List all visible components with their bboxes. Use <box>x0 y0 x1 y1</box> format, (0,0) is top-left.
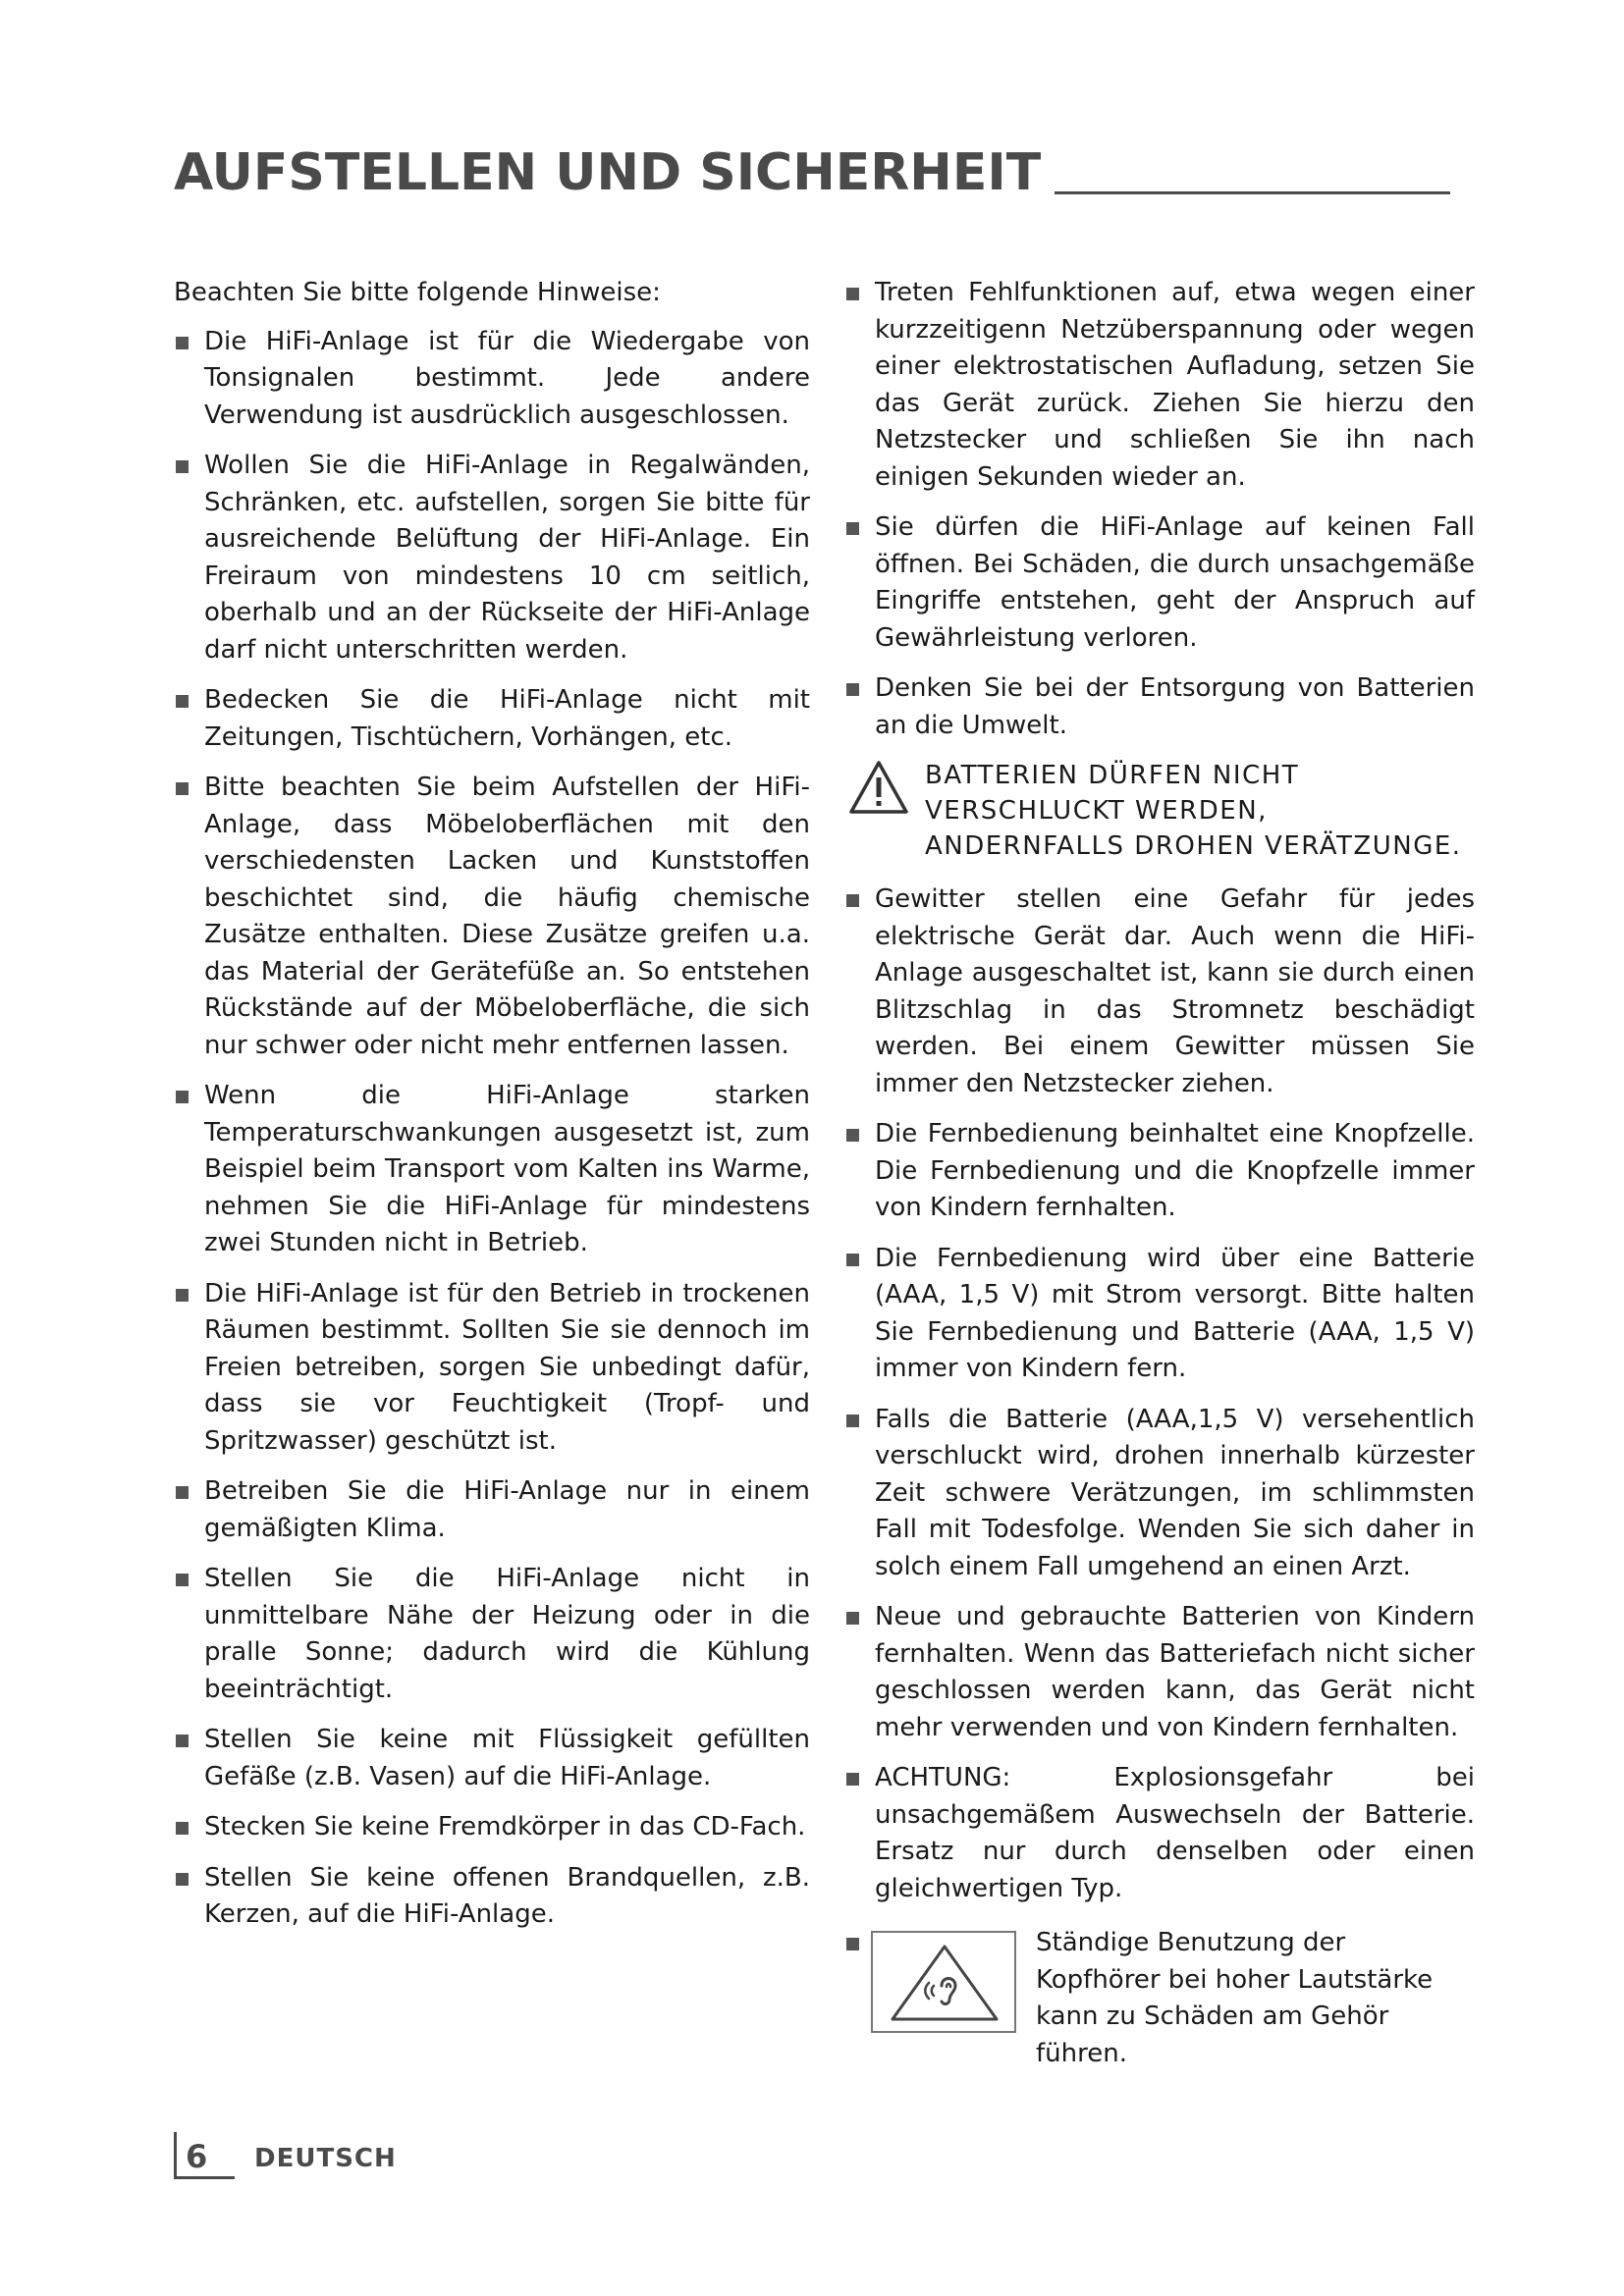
list-item <box>844 275 1475 496</box>
battery-warning <box>844 758 1475 864</box>
battery-warning-text: BATTERIEN DÜRFEN NICHT VERSCHLUCKT WERDEN, ANDERNFALLS DROHEN VERÄTZUNGE. <box>925 761 1462 861</box>
list-item-text: Stellen Sie die HiFi-Anlage nicht in unmittelbare Nähe der Heizung oder in die pralle Sonne; dadurch wird die Kühlung beeinträchtigt. <box>204 1564 810 1704</box>
footer-language: DEUTSCH <box>254 2144 397 2173</box>
square-bullet-icon <box>846 894 859 907</box>
square-bullet-icon <box>846 1415 859 1427</box>
square-bullet-icon <box>846 288 859 300</box>
square-bullet-icon <box>176 782 189 795</box>
list-item-text: Stellen Sie keine offenen Brandquellen, z.B. Kerzen, auf die HiFi-Anlage. <box>204 1862 810 1929</box>
square-bullet-icon <box>176 1873 189 1886</box>
list-item <box>844 670 1475 744</box>
footer-rule-vertical <box>174 2132 177 2179</box>
left-column <box>174 275 810 1948</box>
right-column <box>844 275 1475 2072</box>
square-bullet-icon <box>176 1289 189 1302</box>
list-item <box>174 682 810 756</box>
page-title: AUFSTELLEN UND SICHERHEIT <box>174 143 1042 202</box>
list-item-text: Neue und gebrauchte Batterien von Kindern fernhalten. Wenn das Batteriefach nicht sicher geschlossen werden kann, das Gerät nicht mehr verwenden und von Kindern fernhalten. <box>875 1602 1475 1742</box>
list-item <box>174 1078 810 1262</box>
list-item-text: Treten Fehlfunktionen auf, etwa wegen einer kurzzeitigenn Netzüberspannung oder wegen einer elektrostatischen Aufladung, setzen Sie das Gerät zurück. Ziehen Sie hierzu den Netzstecker und schließen Sie ihn nach einigen Sekunden wieder an. <box>875 278 1475 492</box>
list-item <box>844 1116 1475 1227</box>
list-item-text: Stellen Sie keine mit Flüssigkeit gefüllten Gefäße (z.B. Vasen) auf die HiFi-Anlage. <box>204 1725 810 1791</box>
list-item-text: Bitte beachten Sie beim Aufstellen der HiFi-Anlage, dass Möbeloberflächen mit den verschiedensten Lacken und Kunststoffen beschichtet sind, die häufig chemische Zusätze enthalten. Diese Zusätze greifen u.a. das Material der Gerätefüße an. So entstehen Rückstände auf der Möbeloberfläche, die sich nur schwer oder nicht mehr entfernen lassen. <box>204 773 810 1060</box>
list-item <box>844 1241 1475 1388</box>
square-bullet-icon <box>846 1129 859 1142</box>
hearing-warning-text: Ständige Benutzung der Kopfhörer bei hoher Lautstärke kann zu Schäden am Gehör führen. <box>1036 1928 1434 2068</box>
square-bullet-icon <box>176 1735 189 1747</box>
list-item <box>174 1860 810 1934</box>
list-item-text: Die Fernbedienung beinhaltet eine Knopfzelle. Die Fernbedienung und die Knopfzelle immer von Kindern fernhalten. <box>875 1119 1475 1222</box>
square-bullet-icon <box>176 695 189 708</box>
list-item-text: Die HiFi-Anlage ist für den Betrieb in trockenen Räumen bestimmt. Sollten Sie sie dennoch im Freien betreiben, sorgen Sie unbedingt dafür, dass sie vor Feuchtigkeit (Tropf- und Spritzwasser) geschützt ist. <box>204 1278 810 1456</box>
list-item-text: Betreiben Sie die HiFi-Anlage nur in einem gemäßigten Klima. <box>204 1476 810 1543</box>
square-bullet-icon <box>846 683 859 696</box>
list-item-text: Bedecken Sie die HiFi-Anlage nicht mit Zeitungen, Tischtüchern, Vorhängen, etc. <box>204 685 810 752</box>
list-item-text: ACHTUNG: Explosionsgefahr bei unsachgemäßem Auswechseln der Batterie. Ersatz nur durch denselben oder einen gleichwertigen Typ. <box>875 1763 1475 1903</box>
square-bullet-icon <box>846 1612 859 1625</box>
list-item <box>174 1809 810 1846</box>
square-bullet-icon <box>846 1773 859 1786</box>
hearing-protection-icon <box>887 1943 1002 2023</box>
intro-text: Beachten Sie bitte folgende Hinweise: <box>174 278 661 307</box>
square-bullet-icon <box>176 337 189 349</box>
square-bullet-icon <box>176 1486 189 1499</box>
header <box>174 143 1450 202</box>
square-bullet-icon <box>846 1938 859 1950</box>
hearing-warning-symbol <box>871 1931 1016 2033</box>
square-bullet-icon <box>176 1091 189 1103</box>
square-bullet-icon <box>846 522 859 535</box>
list-item-text: Wollen Sie die HiFi-Anlage in Regalwänden, Schränken, etc. aufstellen, sorgen Sie bitte für ausreichende Belüftung der HiFi-Anlage. Ein Freiraum von mindestens 10 cm seitlich, oberhalb und an der Rückseite der HiFi-Anlage darf nicht unterschritten werden. <box>204 451 810 665</box>
list-item <box>174 1276 810 1461</box>
list-item <box>174 1561 810 1708</box>
list-item-text: Stecken Sie keine Fremdkörper in das CD-Fach. <box>204 1812 806 1842</box>
square-bullet-icon <box>176 1574 189 1586</box>
footer-rule-horizontal <box>174 2176 235 2179</box>
list-item <box>174 448 810 668</box>
page-number: 6 <box>186 2138 208 2175</box>
square-bullet-icon <box>846 1254 859 1266</box>
list-item <box>174 1722 810 1795</box>
list-item-text: Sie dürfen die HiFi-Anlage auf keinen Fall öffnen. Bei Schäden, die durch unsachgemäße Eingriffe entstehen, geht der Anspruch auf Gewährleistung verloren. <box>875 512 1475 653</box>
list-item <box>844 1402 1475 1586</box>
page-footer <box>174 2132 567 2179</box>
list-item <box>844 1599 1475 1746</box>
list-item-text: Gewitter stellen eine Gefahr für jedes elektrische Gerät dar. Auch wenn die HiFi-Anlage ausgeschaltet ist, kann sie durch einen Blitzschlag in das Stromnetz beschädigt werden. Bei einem Gewitter müssen Sie immer den Netzstecker ziehen. <box>875 884 1475 1098</box>
hearing-warning <box>844 1925 1475 2072</box>
list-item-text: Falls die Batterie (AAA,1,5 V) versehentlich verschluckt wird, drohen innerhalb kürzester Zeit schwere Verätzungen, im schlimmsten Fall mit Todesfolge. Wenden Sie sich daher in solch einem Fall umgehend an einen Arzt. <box>875 1404 1475 1581</box>
list-item <box>174 324 810 435</box>
square-bullet-icon <box>176 1822 189 1835</box>
list-item <box>844 1760 1475 1907</box>
list-item <box>174 1473 810 1547</box>
warning-triangle-icon <box>848 760 909 815</box>
list-item-text: Wenn die HiFi-Anlage starken Temperaturschwankungen ausgesetzt ist, zum Beispiel beim Transport vom Kalten ins Warme, nehmen Sie die HiFi-Anlage für mindestens zwei Stunden nicht in Betrieb. <box>204 1081 810 1257</box>
title-rule <box>1055 191 1450 194</box>
list-item-text: Die HiFi-Anlage ist für die Wiedergabe von Tonsignalen bestimmt. Jede andere Verwendung ist ausdrücklich ausgeschlossen. <box>204 326 810 430</box>
list-item-text: Denken Sie bei der Entsorgung von Batterien an die Umwelt. <box>875 673 1475 740</box>
square-bullet-icon <box>176 460 189 473</box>
list-item <box>174 770 810 1064</box>
list-item <box>844 509 1475 657</box>
list-item <box>844 881 1475 1102</box>
list-item-text: Die Fernbedienung wird über eine Batterie (AAA, 1,5 V) mit Strom versorgt. Bitte halten Sie Fernbedienung und Batterie (AAA, 1,5 V) immer von Kindern fern. <box>875 1243 1475 1383</box>
